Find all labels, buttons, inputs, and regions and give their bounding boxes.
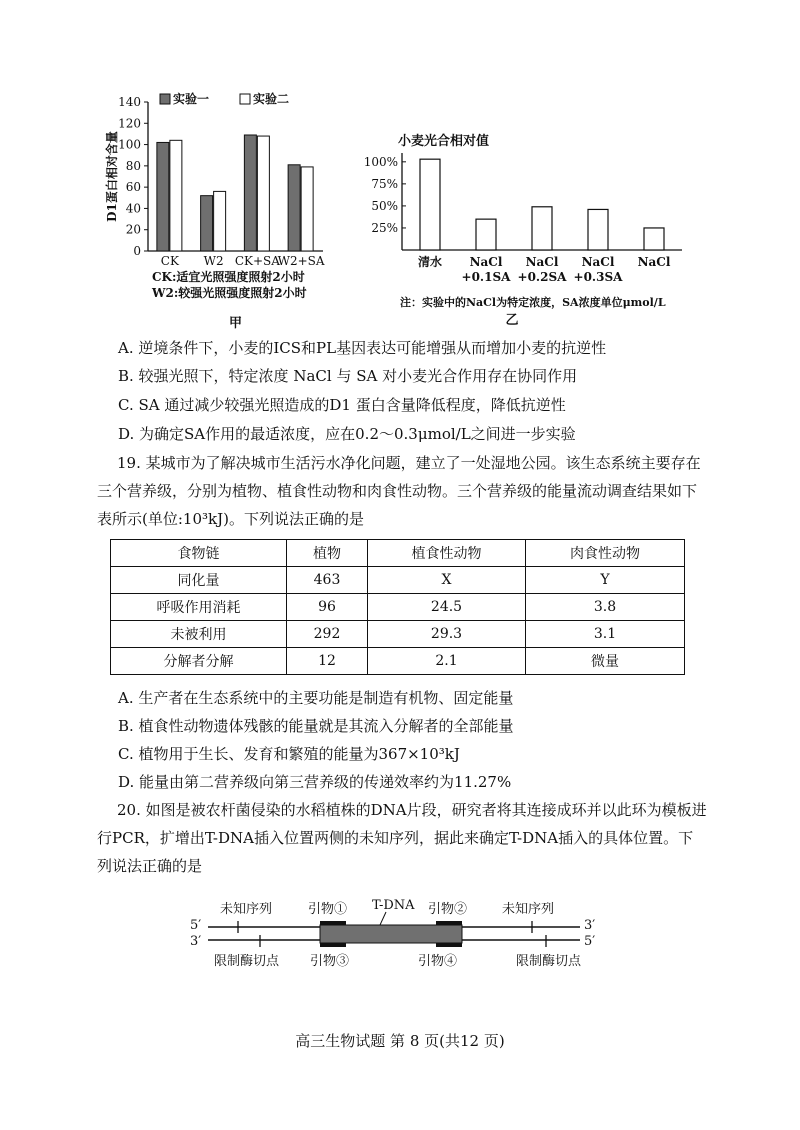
- table-cell: 29.3: [368, 621, 526, 648]
- table-cell: 3.1: [526, 621, 685, 648]
- table-cell: Y: [526, 567, 685, 594]
- chart-title: 乙: [505, 313, 519, 325]
- x-tick-label: W2: [203, 254, 224, 268]
- q19-option-d: D. 能量由第二营养级向第三营养级的传递效率约为11.27%: [118, 773, 512, 791]
- primer4-mark: [436, 943, 462, 947]
- table-cell: 同化量: [111, 567, 287, 594]
- x-tick-label: +0.3SA: [573, 270, 623, 284]
- chart-wheat-photosynthesis: [360, 125, 700, 325]
- end-5-left: 5′: [190, 918, 202, 933]
- bar: [244, 135, 256, 251]
- bar: [644, 228, 664, 250]
- bar: [420, 159, 440, 250]
- q19-option-a: A. 生产者在生态系统中的主要功能是制造有机物、固定能量: [118, 689, 514, 707]
- primer1-mark: [320, 921, 346, 925]
- table-row: [111, 648, 685, 675]
- cut-site-left-label: 限制酶切点: [214, 954, 280, 969]
- primer2-mark: [436, 921, 462, 925]
- end-3-left: 3′: [190, 934, 202, 949]
- table-cell: 2.1: [368, 648, 526, 675]
- bar: [532, 207, 552, 250]
- bar: [301, 167, 313, 251]
- y-tick-label: 0: [133, 244, 141, 258]
- y-tick-label: 120: [118, 116, 141, 131]
- q18-option-d: D. 为确定SA作用的最适浓度，应在0.2～0.3μmol/L之间进一步实验: [118, 425, 576, 443]
- end-3-right: 3′: [584, 918, 596, 933]
- table-cell: 463: [287, 567, 368, 594]
- table-header-cell: 食物链: [111, 540, 287, 567]
- q18-option-c: C. SA 通过减少较强光照造成的D1 蛋白含量降低程度，降低抗逆性: [118, 396, 566, 414]
- legend-label: 实验一: [173, 92, 210, 106]
- chart-title: 甲: [228, 316, 243, 331]
- primer3-label: 引物③: [310, 954, 350, 969]
- x-tick-label: +0.1SA: [461, 270, 511, 284]
- q19-option-b: B. 植食性动物遗体残骸的能量就是其流入分解者的全部能量: [118, 717, 514, 735]
- x-tick-label: CK: [160, 254, 179, 268]
- bar: [170, 140, 182, 251]
- primer1-label: 引物①: [308, 902, 348, 917]
- tdna-pointer: [380, 912, 386, 925]
- bar: [201, 196, 213, 251]
- x-tick-label: NaCl: [525, 255, 559, 269]
- y-axis-label: 小麦光合相对值: [398, 134, 490, 149]
- x-tick-label: 清水: [417, 255, 443, 269]
- y-tick-label: 75%: [371, 176, 398, 191]
- table-cell: X: [368, 567, 526, 594]
- primer4-label: 引物④: [418, 954, 458, 969]
- tdna-label: T-DNA: [372, 898, 415, 913]
- legend-swatch: [160, 94, 170, 104]
- table-cell: 3.8: [526, 594, 685, 621]
- table-cell: 分解者分解: [111, 648, 287, 675]
- legend-label: 实验二: [253, 92, 290, 106]
- tdna-diagram: [180, 895, 620, 980]
- table-cell: 96: [287, 594, 368, 621]
- unknown-seq-left-label: 未知序列: [220, 902, 273, 917]
- primer3-mark: [320, 943, 346, 947]
- y-tick-label: 40: [125, 201, 141, 216]
- tdna-segment: [320, 925, 462, 943]
- table-header-cell: 肉食性动物: [526, 540, 685, 567]
- q18-option-a: A. 逆境条件下，小麦的ICS和PL基因表达可能增强从而增加小麦的抗逆性: [118, 339, 607, 357]
- x-tick-label: W2+SA: [277, 254, 325, 268]
- y-tick-label: 100%: [363, 154, 398, 169]
- table-row: [111, 621, 685, 648]
- table-cell: 微量: [526, 648, 685, 675]
- y-tick-label: 80: [125, 158, 141, 173]
- x-tick-label: NaCl: [637, 255, 671, 269]
- q19-option-c: C. 植物用于生长、发育和繁殖的能量为367×10³kJ: [118, 745, 460, 763]
- bar: [257, 136, 269, 251]
- bar: [157, 142, 169, 251]
- x-tick-label: CK+SA: [234, 254, 280, 268]
- y-tick-label: 25%: [371, 220, 398, 235]
- chart-note: 注：实验中的NaCl为特定浓度，SA浓度单位μmol/L: [400, 296, 666, 309]
- bar: [214, 191, 226, 251]
- y-tick-label: 20: [125, 222, 141, 237]
- end-5-right: 5′: [584, 934, 596, 949]
- page-footer: 高三生物试题 第 8 页(共12 页): [295, 1032, 505, 1050]
- table-header-row: [111, 540, 685, 567]
- cut-site-right-label: 限制酶切点: [516, 954, 582, 969]
- chart-note: CK:适宜光照强度照射2小时: [152, 270, 305, 284]
- x-tick-label: NaCl: [581, 255, 615, 269]
- energy-flow-table: [110, 539, 685, 675]
- table-cell: 24.5: [368, 594, 526, 621]
- y-axis-label: D1蛋白相对含量: [105, 131, 119, 222]
- x-tick-label: NaCl: [469, 255, 503, 269]
- table-cell: 呼吸作用消耗: [111, 594, 287, 621]
- table-cell: 12: [287, 648, 368, 675]
- table-row: [111, 567, 685, 594]
- x-tick-label: +0.2SA: [517, 270, 567, 284]
- y-tick-label: 50%: [371, 198, 398, 213]
- y-tick-label: 100: [118, 137, 141, 152]
- y-tick-label: 60: [125, 180, 141, 195]
- chart-note: W2:较强光照强度照射2小时: [152, 286, 307, 300]
- primer2-label: 引物②: [428, 902, 468, 917]
- legend-swatch: [240, 94, 250, 104]
- chart-d1-protein: [100, 88, 350, 333]
- table-cell: 未被利用: [111, 621, 287, 648]
- q19-stem: 19. 某城市为了解决城市生活污水净化问题，建立了一处湿地公园。该生态系统主要存在三个营养级，分别为植物、植食性动物和肉食性动物。三个营养级的能量流动调查结果如下表所示(单位:10³kJ)。下列说法正确的是: [97, 454, 701, 528]
- bar: [588, 209, 608, 250]
- table-header-cell: 植食性动物: [368, 540, 526, 567]
- table-cell: 292: [287, 621, 368, 648]
- table-header-cell: 植物: [287, 540, 368, 567]
- bar: [476, 219, 496, 250]
- y-tick-label: 140: [118, 95, 141, 109]
- unknown-seq-right-label: 未知序列: [502, 902, 555, 917]
- bar: [288, 165, 300, 251]
- table-row: [111, 594, 685, 621]
- q18-option-b: B. 较强光照下，特定浓度 NaCl 与 SA 对小麦光合作用存在协同作用: [118, 367, 578, 385]
- q20-stem: 20. 如图是被农杆菌侵染的水稻植株的DNA片段，研究者将其连接成环并以此环为模板进行PCR，扩增出T-DNA插入位置两侧的未知序列，据此来确定T-DNA插入的具体位置。下列说法正确的是: [97, 801, 707, 875]
